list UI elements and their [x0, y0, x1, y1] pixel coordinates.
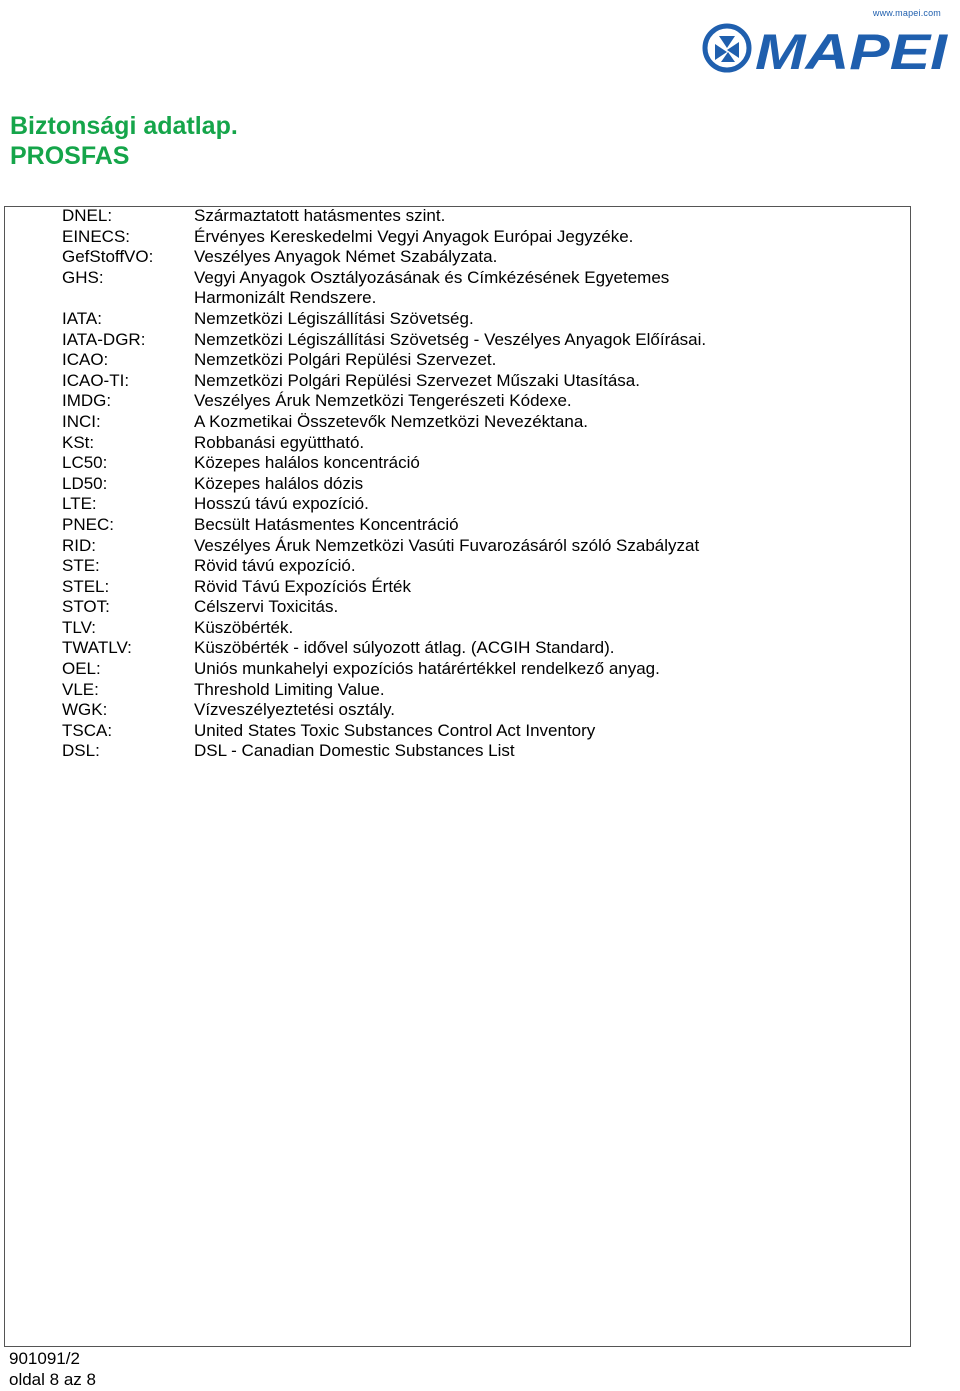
- list-item: [62, 433, 706, 454]
- page-footer: [9, 1348, 96, 1390]
- list-item: [62, 371, 706, 392]
- list-item: [62, 515, 706, 536]
- abbreviation-definition: Nemzetközi Polgári Repülési Szervezet Műszaki Utasítása.: [194, 370, 640, 390]
- abbreviation-definition: Veszélyes Anyagok Német Szabályzata.: [194, 247, 498, 267]
- list-item: [62, 309, 706, 330]
- abbreviation-term: INCI:: [62, 411, 101, 431]
- list-item: [62, 741, 706, 762]
- list-item: [62, 577, 706, 598]
- list-item: [62, 350, 706, 371]
- list-item: [62, 268, 706, 289]
- abbreviation-term: KSt:: [62, 432, 95, 452]
- list-item: [62, 659, 706, 680]
- abbreviation-term: TSCA:: [62, 720, 113, 740]
- list-item: [62, 700, 706, 721]
- list-item: [62, 618, 706, 639]
- list-item: [62, 597, 706, 618]
- abbreviation-term: OEL:: [62, 659, 101, 679]
- page-number: oldal 8 az 8: [9, 1370, 96, 1389]
- abbreviation-term: STEL:: [62, 576, 110, 596]
- abbreviation-definition: Becsült Hatásmentes Koncentráció: [194, 514, 459, 534]
- abbreviation-term: TWATLV:: [62, 638, 132, 658]
- abbreviations-list: [62, 206, 706, 762]
- abbreviation-term: [62, 288, 194, 309]
- abbreviation-term: STOT:: [62, 597, 110, 617]
- abbreviation-term: EINECS:: [62, 226, 131, 246]
- abbreviation-term: PNEC:: [62, 514, 114, 534]
- abbreviation-definition: Harmonizált Rendszere.: [194, 288, 377, 308]
- list-item: [62, 494, 706, 515]
- list-item: [62, 412, 706, 433]
- list-item: [62, 247, 706, 268]
- abbreviation-definition: Veszélyes Áruk Nemzetközi Tengerészeti Kódexe.: [194, 391, 572, 411]
- abbreviation-definition: DSL - Canadian Domestic Substances List: [194, 741, 515, 761]
- abbreviation-term: GHS:: [62, 267, 104, 287]
- document-code: 901091/2: [9, 1349, 80, 1368]
- list-item: [62, 721, 706, 742]
- abbreviation-definition: Küszöbérték.: [194, 617, 294, 637]
- product-name: PROSFAS: [10, 142, 130, 170]
- document-title: [10, 111, 238, 171]
- abbreviation-definition: Hosszú távú expozíció.: [194, 494, 369, 514]
- abbreviation-definition: Vegyi Anyagok Osztályozásának és Címkézésének Egyetemes: [194, 267, 670, 287]
- abbreviation-definition: United States Toxic Substances Control Act Inventory: [194, 720, 596, 740]
- list-item: [62, 453, 706, 474]
- list-item: [62, 556, 706, 577]
- abbreviation-definition: Nemzetközi Légiszállítási Szövetség - Veszélyes Anyagok Előírásai.: [194, 329, 707, 349]
- abbreviation-term: IMDG:: [62, 391, 112, 411]
- abbreviation-definition: Küszöbérték - idővel súlyozott átlag. (ACGIH Standard).: [194, 638, 615, 658]
- abbreviation-definition: A Kozmetikai Összetevők Nemzetközi Nevezéktana.: [194, 411, 588, 431]
- list-item: [62, 680, 706, 701]
- abbreviation-definition: Közepes halálos koncentráció: [194, 453, 420, 473]
- abbreviation-definition: Rövid távú expozíció.: [194, 556, 356, 576]
- abbreviation-term: IATA:: [62, 308, 102, 328]
- abbreviation-term: LD50:: [62, 473, 108, 493]
- abbreviation-term: IATA-DGR:: [62, 329, 146, 349]
- abbreviation-term: STE:: [62, 556, 100, 576]
- list-item: [62, 474, 706, 495]
- list-item: [62, 227, 706, 248]
- sheet-title: Biztonsági adatlap.: [10, 112, 238, 140]
- mapei-wordmark: MAPEI: [755, 24, 949, 74]
- abbreviation-term: ICAO:: [62, 350, 109, 370]
- list-item: [62, 206, 706, 227]
- abbreviation-definition: Származtatott hatásmentes szint.: [194, 206, 446, 225]
- abbreviation-term: VLE:: [62, 679, 99, 699]
- mapei-emblem-icon: [705, 26, 749, 70]
- abbreviation-definition: Vízveszélyeztetési osztály.: [194, 700, 395, 720]
- abbreviation-term: GefStoffVO:: [62, 247, 154, 267]
- abbreviation-term: TLV:: [62, 617, 97, 637]
- abbreviation-definition: Nemzetközi Polgári Repülési Szervezet.: [194, 350, 497, 370]
- abbreviation-term: LC50:: [62, 453, 108, 473]
- abbreviation-definition: Uniós munkahelyi expozíciós határértékkel rendelkező anyag.: [194, 659, 660, 679]
- abbreviation-definition: Rövid Távú Expozíciós Érték: [194, 576, 411, 596]
- abbreviation-term: RID:: [62, 535, 96, 555]
- abbreviation-definition: Célszervi Toxicitás.: [194, 597, 339, 617]
- list-item: [62, 536, 706, 557]
- abbreviation-term: LTE:: [62, 494, 97, 514]
- abbreviation-definition: Threshold Limiting Value.: [194, 679, 385, 699]
- list-item: [62, 288, 706, 309]
- abbreviation-definition: Közepes halálos dózis: [194, 473, 364, 493]
- list-item: [62, 638, 706, 659]
- abbreviation-definition: Érvényes Kereskedelmi Vegyi Anyagok Európai Jegyzéke.: [194, 226, 634, 246]
- abbreviation-term: ICAO-TI:: [62, 370, 130, 390]
- abbreviation-term: DNEL:: [62, 206, 113, 225]
- abbreviation-definition: Nemzetközi Légiszállítási Szövetség.: [194, 308, 474, 328]
- list-item: [62, 330, 706, 351]
- website-url: www.mapei.com: [872, 8, 941, 18]
- abbreviation-definition: Veszélyes Áruk Nemzetközi Vasúti Fuvarozásáról szóló Szabályzat: [194, 535, 700, 555]
- abbreviation-definition: Robbanási együttható.: [194, 432, 365, 452]
- abbreviation-term: DSL:: [62, 741, 100, 761]
- mapei-logo: [697, 6, 953, 74]
- abbreviation-term: WGK:: [62, 700, 108, 720]
- list-item: [62, 391, 706, 412]
